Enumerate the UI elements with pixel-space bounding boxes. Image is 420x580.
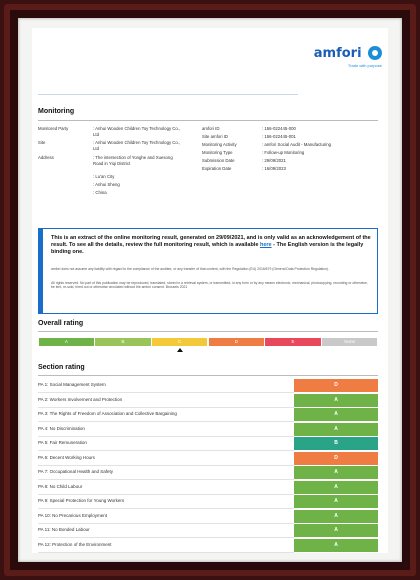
detail-key: Monitoring Activity — [202, 142, 237, 147]
section-rating-row — [38, 436, 378, 451]
section-rating-badge: A — [294, 510, 378, 523]
section-rating-badge: D — [294, 379, 378, 392]
certificate-paper — [18, 18, 402, 562]
section-rating-row — [38, 494, 378, 509]
rating-segment-none: None — [322, 338, 378, 346]
section-rating-badge: A — [294, 481, 378, 494]
row-divider — [38, 552, 294, 553]
rating-pointer-icon — [177, 348, 183, 352]
section-rating-row — [38, 538, 378, 553]
full-result-link[interactable]: here — [259, 242, 272, 248]
detail-key: Expiration Date — [202, 166, 232, 171]
section-rating-row — [38, 393, 378, 408]
detail-key: amfori ID — [202, 126, 220, 131]
logo-badge-icon — [368, 46, 382, 60]
section-rating-row — [38, 523, 378, 538]
amfori-logo — [314, 44, 382, 68]
rating-segment-a: A — [39, 338, 95, 346]
logo-wordmark: amfori — [313, 46, 362, 61]
section-label: PA 8: No Child Labour — [38, 483, 83, 489]
rating-segment-e: E — [265, 338, 321, 346]
monitoring-divider — [38, 120, 378, 121]
section-label: PA 1: Social Management System — [38, 382, 106, 387]
detail-value: : The intersection of Yonghe and Xuesong Road in Yiqi District — [93, 155, 173, 166]
notice-main-text: This is an extract of the online monitoring result, generated on 29/09/2021, and is only valid as an acknowledgement of the result. To see all the details, review the full monitoring result, which is available here - The English version is the legally binding one. — [51, 235, 371, 255]
section-label: PA 6: Decent Working Hours — [38, 454, 95, 460]
section-rating-heading: Section rating — [38, 364, 85, 371]
section-rating-badge: A — [294, 408, 378, 421]
notice-liability-text: amfori does not assume any liability with regard to the compliance of the auditee, or any transfer of that content, with the Regulation (EU) 2016/679 (General Data Protection Regulation). — [51, 267, 329, 271]
section-rating-row — [38, 465, 378, 480]
section-label: PA 2: Workers Involvement and Protection — [38, 396, 123, 402]
rating-segment-b: B — [95, 338, 151, 346]
section-divider — [38, 375, 378, 376]
rating-segment-c: C — [152, 338, 208, 346]
section-label: PA 10: No Precarious Employment — [38, 512, 107, 518]
section-label: PA 5: Fair Remuneration — [38, 440, 87, 445]
detail-key: Site amfori ID — [202, 134, 229, 139]
detail-value: : Anhui Sheng — [93, 182, 120, 187]
section-label: PA 12: Protection of the Environment — [38, 541, 112, 547]
section-rating-row — [38, 378, 378, 393]
detail-value: : 29/09/2021 — [262, 158, 286, 163]
extract-notice — [38, 228, 378, 314]
section-rating-row — [38, 422, 378, 437]
section-label: PA 7: Occupational Health and Safety — [38, 469, 113, 474]
section-rating-badge: A — [294, 524, 378, 537]
section-label: PA 9: Special Protection for Young Workers — [38, 498, 125, 503]
section-rating-row — [38, 480, 378, 495]
section-rating-badge: A — [294, 423, 378, 436]
section-rating-row — [38, 451, 378, 466]
detail-key: Site — [38, 140, 46, 145]
rating-segment-d: D — [209, 338, 265, 346]
section-rating-badge: A — [294, 394, 378, 407]
section-label: PA 3: The Rights of Freedom of Association and Collective Bargaining — [38, 411, 177, 416]
detail-value: : 156-022445-000 — [262, 126, 296, 131]
header-divider — [38, 94, 298, 95]
overall-divider — [38, 331, 378, 332]
overall-rating-scale — [38, 338, 378, 346]
detail-value: : 156-022445-001 — [262, 134, 296, 139]
detail-key: Address — [38, 155, 54, 160]
notice-rights-text: All rights reserved. No part of this publication may be reproduced, translated, stored in a retrieval system, or transmitted, in any form or by any means electronic, mechanical, photocopying, recording or otherwise, be lent, re-sold, hired out or otherwise circulated without the amfori consent. Brussels 2021 — [51, 281, 368, 290]
section-rating-badge: D — [294, 452, 378, 465]
section-rating-row — [38, 509, 378, 524]
report-document — [32, 28, 388, 553]
detail-key: Monitored Party — [38, 126, 69, 131]
detail-value: : Follow-up Monitoring — [262, 150, 305, 155]
logo-tagline: Trade with purpose — [347, 63, 382, 68]
detail-value: : amfori Social Audit - Manufacturing — [262, 142, 332, 147]
section-label: PA 11: No Bonded Labour — [38, 527, 90, 532]
monitoring-heading: Monitoring — [38, 108, 75, 115]
section-rating-badge: B — [294, 437, 378, 450]
detail-key: Monitoring Type — [202, 150, 233, 155]
detail-value: : Anhui Wooden Children Toy Technology Co., Ltd — [93, 126, 181, 137]
detail-value: : 16/09/2023 — [262, 166, 286, 171]
detail-value: : China — [93, 190, 107, 195]
overall-rating-heading: Overall rating — [38, 320, 84, 327]
detail-value: : Lu'an City — [93, 174, 115, 179]
detail-value: : Anhui Wooden Children Toy Technology Co., Ltd — [93, 140, 181, 151]
section-rating-row — [38, 407, 378, 422]
section-rating-badge: A — [294, 539, 378, 552]
detail-key: Submission Date — [202, 158, 235, 163]
notice-accent-bar — [39, 229, 43, 313]
section-rating-badge: A — [294, 495, 378, 508]
section-label: PA 4: No Discrimination — [38, 425, 85, 431]
section-rating-badge: A — [294, 466, 378, 479]
